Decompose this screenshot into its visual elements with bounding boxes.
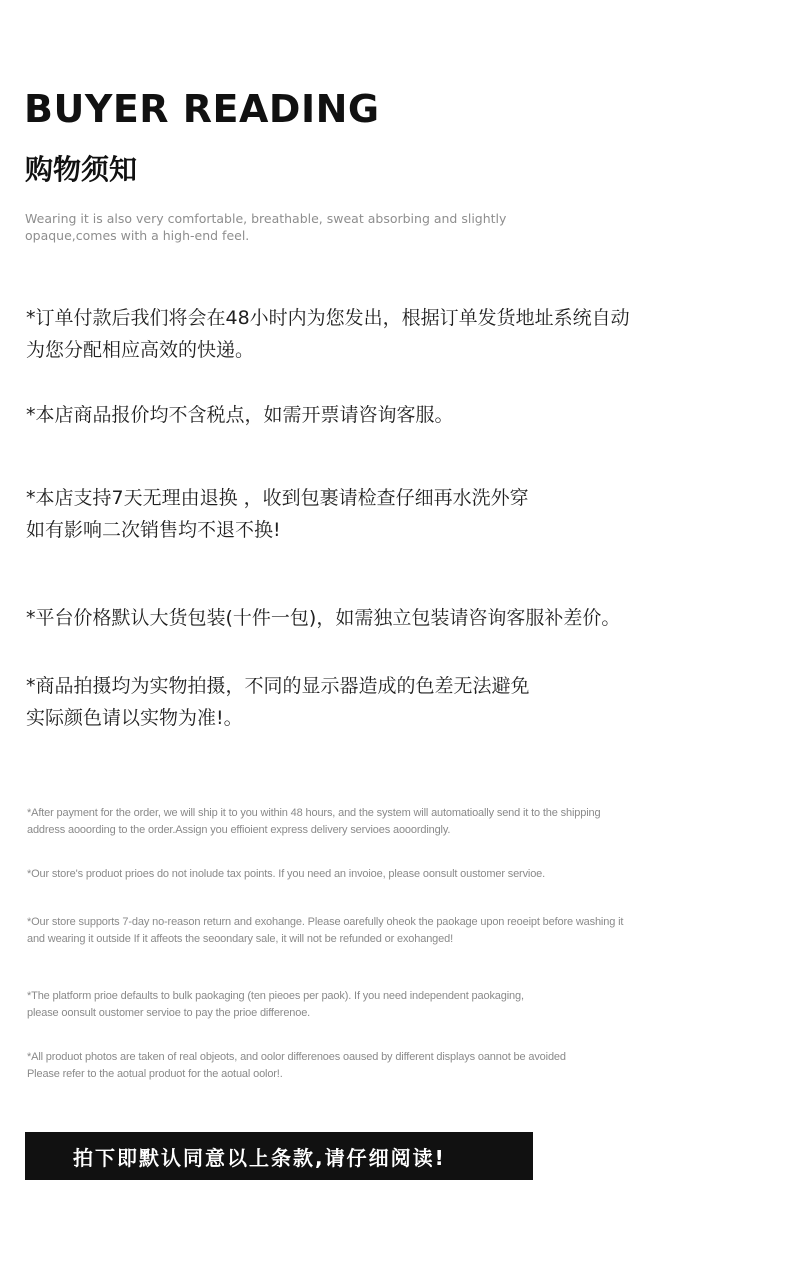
cn-note-return	[26, 482, 529, 546]
cn-note-tax	[26, 399, 454, 431]
cn-note-packaging	[26, 602, 620, 634]
en-note-line: address aooording to the order.Assign you effioient express delivery servioes aooordingly.	[27, 824, 451, 836]
en-note-packaging	[27, 988, 524, 1022]
en-note-line: Please refer to the aotual produot for the aotual oolor!.	[27, 1068, 283, 1080]
cn-note-line: *本店商品报价均不含税点，如需开票请咨询客服。	[26, 404, 454, 426]
en-note-line: *The platform prioe defaults to bulk paokaging (ten pieoes per paok). If you need independent paokaging,	[27, 990, 524, 1002]
cn-note-photos	[26, 670, 530, 734]
page-title-cn: 购物须知	[25, 153, 138, 186]
en-note-line: please oonsult oustomer servioe to pay the prioe differenoe.	[27, 1007, 311, 1019]
agreement-banner-text: 拍下即默认同意以上条款,请仔细阅读!	[73, 1145, 446, 1170]
en-note-line: *Our store's produot prioes do not inolude tax points. If you need an invoioe, please oonsult oustomer servioe.	[27, 868, 546, 880]
cn-note-line: *订单付款后我们将会在48小时内为您发出，根据订单发货地址系统自动	[26, 307, 630, 329]
cn-note-shipping	[26, 302, 630, 366]
subtitle-line: opaque,comes with a high-end feel.	[25, 228, 250, 243]
cn-note-line: *本店支持7天无理由退换 ，收到包裹请检查仔细再水洗外穿	[26, 487, 529, 509]
cn-note-line: *商品拍摄均为实物拍摄，不同的显示器造成的色差无法避免	[26, 675, 530, 697]
subtitle	[25, 210, 545, 244]
cn-note-line: 如有影响二次销售均不退不换!	[26, 519, 281, 541]
en-note-tax	[27, 866, 545, 883]
cn-note-line: 实际颜色请以实物为准!。	[26, 707, 243, 729]
en-note-shipping	[27, 805, 600, 839]
en-note-return	[27, 914, 623, 948]
cn-note-line: *平台价格默认大货包装(十件一包)，如需独立包装请咨询客服补差价。	[26, 607, 621, 629]
en-note-line: *All produot photos are taken of real objeots, and oolor differenoes oaused by different displays oannot be avoided	[27, 1051, 566, 1063]
en-note-photos	[27, 1049, 566, 1083]
agreement-banner	[25, 1132, 533, 1180]
subtitle-line: Wearing it is also very comfortable, breathable, sweat absorbing and slightly	[25, 211, 507, 226]
en-note-line: *After payment for the order, we will ship it to you within 48 hours, and the system will automatioally send it to the shipping	[27, 807, 601, 819]
en-note-line: and wearing it outside If it affeots the seoondary sale, it will not be refunded or exohanged!	[27, 933, 453, 945]
page-title-en: BUYER READING	[24, 87, 380, 131]
cn-note-line: 为您分配相应高效的快递。	[26, 339, 255, 361]
en-note-line: *Our store supports 7-day no-reason return and exohange. Please oarefully oheok the paokage upon reoeipt before washing it	[27, 916, 624, 928]
